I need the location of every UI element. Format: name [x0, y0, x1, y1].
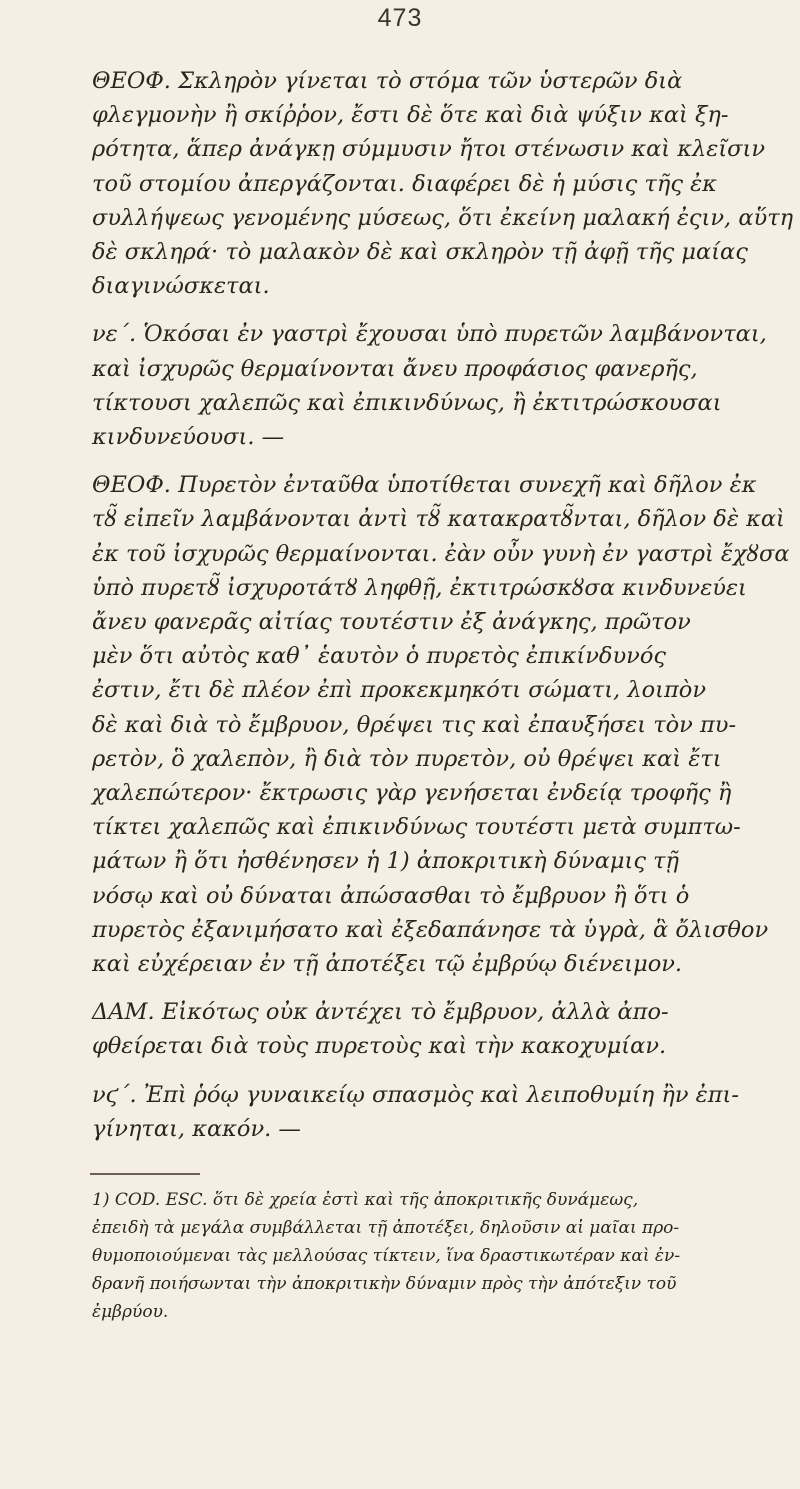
text-line: κινδυνεύουσι. —: [92, 424, 285, 451]
text-line: ρετὸν, ὃ χαλεπὸν, ἢ διὰ τὸν πυρετὸν, οὐ θρέψει καὶ ἔτι: [92, 745, 722, 772]
text-line: ἐστιν, ἔτι δὲ πλέον ἐπὶ προκεκμηκότι σώματι, λοιπὸν: [92, 677, 706, 704]
text-line: διαγινώσκεται.: [92, 273, 270, 300]
footnote-line: δρανῆ ποιήσωνται τὴν ἀποκριτικὴν δύναμιν πρὸς τὴν ἀπότεξιν τοῦ: [92, 1274, 677, 1294]
footnote: [92, 1186, 742, 1326]
text-line: μὲν ὅτι αὐτὸς καθ᾿ ἑαυτὸν ὁ πυρετὸς ἐπικίνδυνός: [92, 643, 666, 670]
footnote-line: ἐπειδὴ τὰ μεγάλα συμβάλλεται τῇ ἀποτέξει, δηλοῦσιν αἱ μαῖαι προ-: [92, 1218, 680, 1238]
aphorism-56: [92, 1078, 742, 1146]
text-line: φλεγμονὴν ἢ σκίῤῥον, ἔστι δὲ ὅτε καὶ διὰ ψύξιν καὶ ξη-: [92, 102, 729, 129]
text-line: τοῦ στομίου ἀπεργάζονται. διαφέρει δὲ ἡ μύσις τῆς ἐκ: [92, 170, 717, 197]
text-line: νόσῳ καὶ οὐ δύναται ἀπώσασθαι τὸ ἔμβρυον ἢ ὅτι ὁ: [92, 882, 690, 909]
text-line: νϛ΄. Ἐπὶ ῥόῳ γυναικείῳ σπασμὸς καὶ λειποθυμίη ἢν ἐπι-: [92, 1081, 739, 1108]
text-line: ΘΕΟΦ. Σκληρὸν γίνεται τὸ στόμα τῶν ὑστερῶν διὰ: [92, 68, 683, 94]
footnote-line: θυμοποιούμεναι τὰς μελλούσας τίκτειν, ἵνα δραστικωτέραν καὶ ἐν-: [92, 1246, 681, 1266]
text-line: ρότητα, ἅπερ ἀνάγκῃ σύμμυσιν ἤτοι στένωσιν καὶ κλεῖσιν: [92, 136, 766, 163]
text-line: τίκτουσι χαλεπῶς καὶ ἐπικινδύνως, ἢ ἐκτιτρώσκουσαι: [92, 389, 722, 416]
text-line: τίκτει χαλεπῶς καὶ ἐπικινδύνως τουτέστι μετὰ συμπτω-: [92, 814, 741, 841]
text-line: νε΄. Ὁκόσαι ἐν γαστρὶ ἔχουσαι ὑπὸ πυρετῶν λαμβάνονται,: [92, 321, 767, 348]
text-line: φθείρεται διὰ τοὺς πυρετοὺς καὶ τὴν κακοχυμίαν.: [92, 1033, 667, 1060]
text-line: καὶ εὐχέρειαν ἐν τῇ ἀποτέξει τῷ ἐμβρύῳ διένειμον.: [92, 951, 683, 978]
aphorism-55: [92, 317, 767, 454]
footnote-divider: [90, 1173, 200, 1175]
commentary-theophilus-2: [92, 468, 790, 981]
text-line: ΘΕΟΦ. Πυρετὸν ἐνταῦθα ὑποτίθεται συνεχῆ καὶ δῆλον ἐκ: [92, 472, 757, 499]
text-line: πυρετὸς ἐξανιμήσατο καὶ ἐξεδαπάνησε τὰ ὑγρὰ, ἃ ὄλισθον: [92, 916, 769, 943]
text-line: συλλήψεως γενομένης μύσεως, ὅτι ἐκείνη μαλακή ἐςιν, αὕτη: [92, 204, 794, 231]
text-line: ἐκ τοῦ ἰσχυρῶς θερμαίνονται. ἐὰν οὖν γυνὴ ἐν γαστρὶ ἔχȣσα: [92, 540, 790, 567]
commentary-theophilus-1: [92, 64, 794, 303]
footnote-line: 1) COD. ESC. ὅτι δὲ χρεία ἐστὶ καὶ τῆς ἀποκριτικῆς δυνάμεως,: [92, 1190, 639, 1210]
main-text: [92, 64, 794, 1160]
text-line: τȣ̃ εἰπεῖν λαμβάνονται ἀντὶ τȣ̃ κατακρατȣ̃νται, δῆλον δὲ καὶ: [92, 506, 785, 533]
text-line: μάτων ἢ ὅτι ἠσθένησεν ἡ 1) ἀποκριτικὴ δύναμις τῇ: [92, 848, 680, 875]
text-line: χαλεπώτερον· ἔκτρωσις γὰρ γενήσεται ἐνδείᾳ τροφῆς ἢ: [92, 780, 732, 807]
text-line: ἄνευ φανερᾶς αἰτίας τουτέστιν ἐξ ἀνάγκης, πρῶτον: [92, 609, 691, 636]
text-line: δὲ σκληρά· τὸ μαλακὸν δὲ καὶ σκληρὸν τῇ ἀφῇ τῆς μαίας: [92, 239, 748, 266]
page-number: 473: [377, 4, 423, 32]
text-line: καὶ ἰσχυρῶς θερμαίνονται ἄνευ προφάσιος φανερῆς,: [92, 355, 698, 382]
text-line: δὲ καὶ διὰ τὸ ἔμβρυον, θρέψει τις καὶ ἐπαυξήσει τὸν πυ-: [92, 711, 737, 738]
text-line: ὑπὸ πυρετȣ̃ ἰσχυροτάτȣ ληφθῇ, ἐκτιτρώσκȣσα κινδυνεύει: [92, 574, 747, 601]
text-line: γίνηται, κακόν. —: [92, 1115, 301, 1142]
commentary-damascius: [92, 995, 742, 1063]
text-line: ΔΑΜ. Εἰκότως οὐκ ἀντέχει τὸ ἔμβρυον, ἀλλὰ ἀπο-: [92, 999, 669, 1026]
footnote-line: ἐμβρύου.: [92, 1302, 169, 1322]
